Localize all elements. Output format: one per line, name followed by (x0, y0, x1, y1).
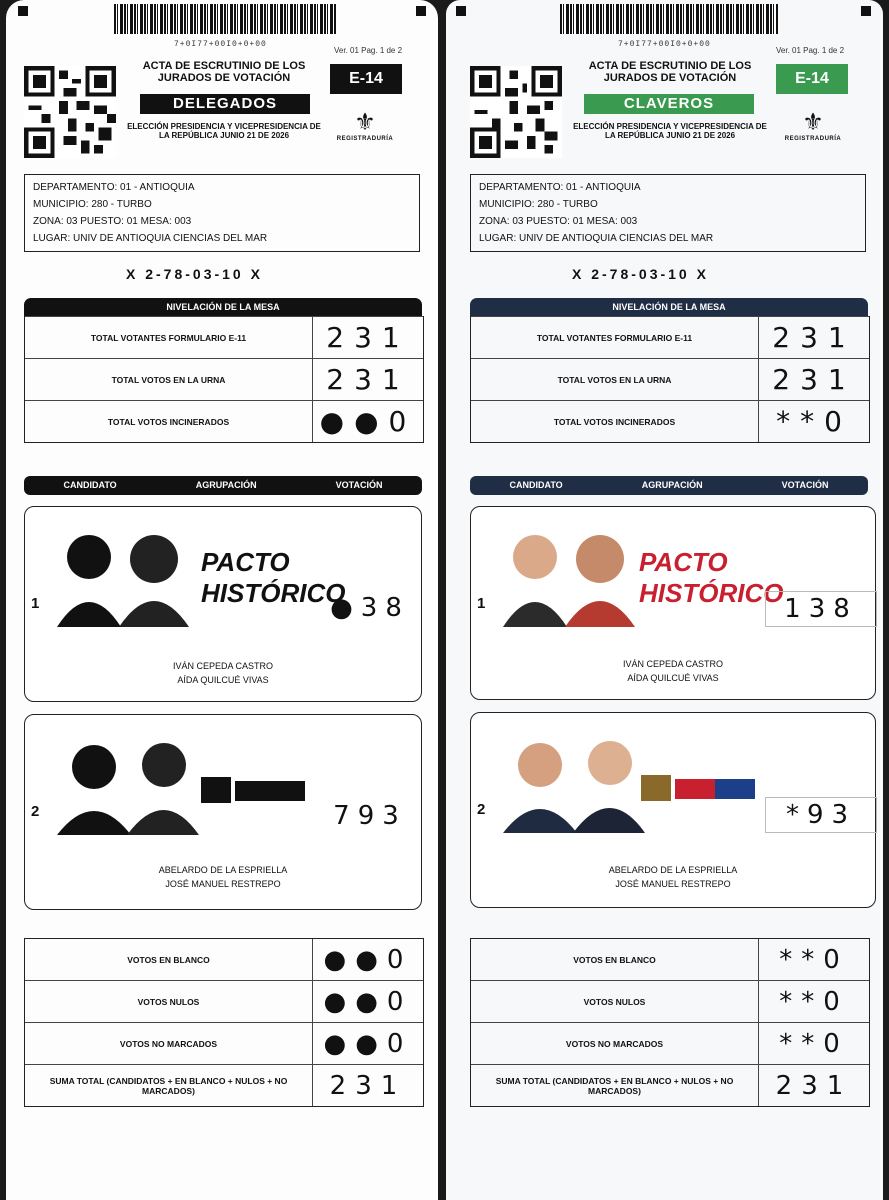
candidate-card-1 (470, 506, 876, 700)
form-type-claveros: CLAVEROS (584, 94, 754, 114)
nivelacion-header: NIVELACIÓN DE LA MESA (24, 298, 422, 316)
table-row (471, 400, 869, 442)
party-logos (641, 771, 761, 811)
col-candidato: CANDIDATO (509, 480, 563, 490)
barcode (114, 4, 336, 34)
candidate-vice: AÍDA QUILCUÉ VIVAS (627, 673, 719, 683)
party-logo-pacto: PACTO HISTÓRICO (639, 547, 784, 608)
totals-table (470, 938, 870, 1107)
candidate-president: ABELARDO DE LA ESPRIELLA (608, 865, 738, 875)
col-agrupacion: AGRUPACIÓN (195, 480, 257, 490)
candidate-columns-header (24, 476, 422, 495)
form-claveros (446, 0, 883, 1200)
row-label: SUMA TOTAL (CANDIDATOS + EN BLANCO + NULOS + NO MARCADOS) (471, 1065, 759, 1106)
table-row (25, 316, 423, 358)
party-logos (201, 773, 311, 813)
row-label: VOTOS EN BLANCO (471, 939, 759, 980)
row-value: 231 (329, 1070, 407, 1101)
municipio: MUNICIPIO: 280 - TURBO (479, 199, 598, 210)
nivelacion-table (24, 316, 424, 443)
col-votacion: VOTACIÓN (335, 480, 383, 490)
table-row (471, 1022, 869, 1064)
lugar: LUGAR: UNIV DE ANTIOQUIA CIENCIAS DEL MAR (479, 233, 714, 244)
departamento: DEPARTAMENTO: 01 - ANTIOQUIA (33, 182, 195, 193)
row-label: TOTAL VOTANTES FORMULARIO E-11 (25, 317, 313, 358)
candidate-vice: JOSÉ MANUEL RESTREPO (615, 879, 731, 889)
row-value: **0 (779, 1028, 849, 1059)
row-label: VOTOS NULOS (471, 981, 759, 1022)
row-value: 231 (326, 321, 410, 354)
col-candidato: CANDIDATO (63, 480, 117, 490)
candidate-photos (49, 735, 199, 835)
candidate-card-2 (470, 712, 876, 908)
candidate-columns-header (470, 476, 868, 495)
candidate-card-2 (24, 714, 422, 910)
table-row (471, 939, 869, 980)
qr-code (470, 66, 562, 158)
mesa-code: X 2-78-03-10 X (572, 266, 709, 282)
candidate-photos (495, 527, 645, 627)
barcode-number: 7+0I77+00I0+0+00 (174, 40, 267, 49)
row-value: 231 (326, 363, 410, 396)
table-row (471, 316, 869, 358)
row-value: 231 (775, 1070, 853, 1101)
registration-mark (18, 6, 28, 16)
candidate-president: ABELARDO DE LA ESPRIELLA (158, 865, 288, 875)
acta-title: ACTA DE ESCRUTINIO DE LOS JURADOS DE VOTACIÓN (142, 60, 306, 84)
qr-code (24, 66, 116, 158)
version-label: Ver. 01 Pag. 1 de 2 (776, 46, 845, 55)
row-value: **0 (779, 986, 849, 1017)
candidate-names (471, 863, 875, 891)
candidate-vice: AÍDA QUILCUÉ VIVAS (177, 675, 269, 685)
totals-table (24, 938, 424, 1107)
row-label: TOTAL VOTANTES FORMULARIO E-11 (471, 317, 759, 358)
logo-text: REGISTRADURÍA (336, 136, 394, 142)
municipio: MUNICIPIO: 280 - TURBO (33, 199, 152, 210)
candidate-votes: ●38 (330, 593, 410, 623)
candidate-photos (49, 527, 199, 627)
registration-mark (456, 6, 466, 16)
election-label: ELECCIÓN PRESIDENCIA Y VICEPRESIDENCIA DE LA REPÚBLICA JUNIO 21 DE 2026 (573, 122, 767, 140)
col-agrupacion: AGRUPACIÓN (641, 480, 703, 490)
candidate-photos (495, 733, 645, 833)
row-label: TOTAL VOTOS INCINERADOS (25, 401, 313, 442)
row-value: ●●0 (323, 986, 413, 1017)
candidate-president: IVÁN CEPEDA CASTRO (622, 659, 724, 669)
nivelacion-table (470, 316, 870, 443)
barcode (560, 4, 778, 34)
row-value: **0 (779, 944, 849, 975)
row-value: ●●0 (323, 944, 413, 975)
table-row (25, 400, 423, 442)
candidate-number: 2 (477, 801, 486, 818)
form-type-delegados: DELEGADOS (140, 94, 310, 114)
row-label: SUMA TOTAL (CANDIDATOS + EN BLANCO + NULOS + NO MARCADOS) (25, 1065, 313, 1106)
registration-mark (861, 6, 871, 16)
candidate-number: 1 (477, 595, 486, 612)
location-box (470, 174, 866, 252)
registraduria-logo (330, 110, 400, 142)
row-value: 231 (772, 363, 856, 396)
table-row (25, 358, 423, 400)
candidate-president: IVÁN CEPEDA CASTRO (172, 661, 274, 671)
table-row (25, 1064, 423, 1106)
candidate-names (25, 863, 421, 891)
row-label: VOTOS EN BLANCO (25, 939, 313, 980)
registraduria-logo (778, 110, 848, 142)
logo-text: REGISTRADURÍA (784, 136, 842, 142)
table-row (25, 980, 423, 1022)
lugar: LUGAR: UNIV DE ANTIOQUIA CIENCIAS DEL MAR (33, 233, 268, 244)
registration-mark (416, 6, 426, 16)
form-delegados (6, 0, 438, 1200)
form-number: E-14 (330, 64, 402, 94)
row-value: ●●0 (323, 1028, 413, 1059)
row-label: TOTAL VOTOS EN LA URNA (471, 359, 759, 400)
row-label: VOTOS NO MARCADOS (471, 1023, 759, 1064)
version-label: Ver. 01 Pag. 1 de 2 (334, 46, 403, 55)
candidate-votes: *93 (765, 797, 877, 833)
candidate-votes: 138 (765, 591, 877, 627)
coat-of-arms-icon: ⚜ (802, 109, 824, 136)
table-row (471, 980, 869, 1022)
row-value: **0 (776, 405, 852, 438)
candidate-votes: 793 (333, 801, 407, 831)
barcode-number: 7+0I77+00I0+0+00 (618, 40, 711, 49)
row-label: VOTOS NULOS (25, 981, 313, 1022)
zona-puesto-mesa: ZONA: 03 PUESTO: 01 MESA: 003 (479, 216, 638, 227)
election-label: ELECCIÓN PRESIDENCIA Y VICEPRESIDENCIA DE LA REPÚBLICA JUNIO 21 DE 2026 (127, 122, 321, 140)
candidate-vice: JOSÉ MANUEL RESTREPO (165, 879, 281, 889)
zona-puesto-mesa: ZONA: 03 PUESTO: 01 MESA: 003 (33, 216, 192, 227)
table-row (471, 358, 869, 400)
row-value: 231 (772, 321, 856, 354)
row-label: TOTAL VOTOS EN LA URNA (25, 359, 313, 400)
party-logo-pacto: PACTO HISTÓRICO (201, 547, 346, 608)
nivelacion-header: NIVELACIÓN DE LA MESA (470, 298, 868, 316)
candidate-names (25, 659, 421, 687)
col-votacion: VOTACIÓN (781, 480, 829, 490)
departamento: DEPARTAMENTO: 01 - ANTIOQUIA (479, 182, 641, 193)
location-box (24, 174, 420, 252)
table-row (25, 1022, 423, 1064)
candidate-names (471, 657, 875, 685)
row-label: TOTAL VOTOS INCINERADOS (471, 401, 759, 442)
candidate-number: 2 (31, 803, 40, 820)
form-number: E-14 (776, 64, 848, 94)
row-label: VOTOS NO MARCADOS (25, 1023, 313, 1064)
candidate-number: 1 (31, 595, 40, 612)
row-value: ●●0 (319, 405, 417, 438)
coat-of-arms-icon: ⚜ (354, 109, 376, 136)
mesa-code: X 2-78-03-10 X (126, 266, 263, 282)
candidate-card-1 (24, 506, 422, 702)
acta-title: ACTA DE ESCRUTINIO DE LOS JURADOS DE VOTACIÓN (588, 60, 752, 84)
table-row (25, 939, 423, 980)
table-row (471, 1064, 869, 1106)
